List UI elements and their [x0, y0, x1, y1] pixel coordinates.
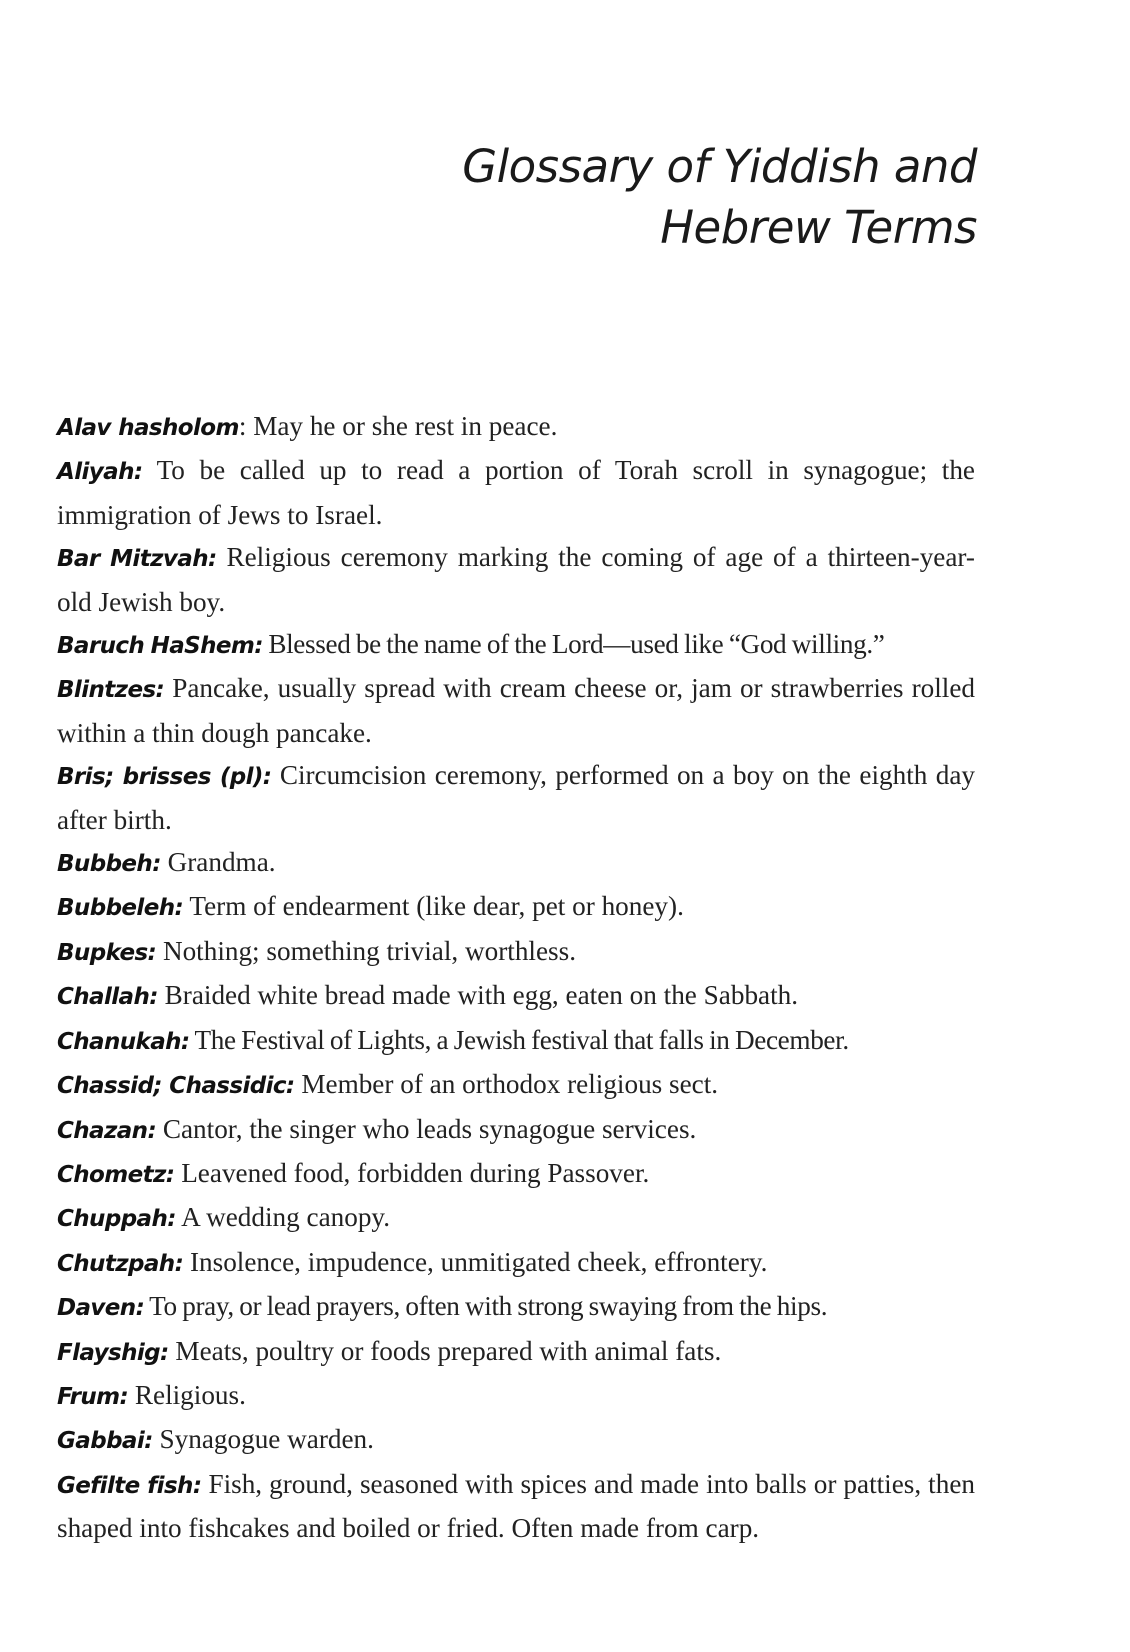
glossary-term: Blintzes: — [57, 677, 165, 704]
glossary-entry — [57, 1063, 975, 1107]
glossary-term: Chazan: — [57, 1117, 157, 1144]
glossary-term: Chassid; Chassidic: — [57, 1073, 295, 1100]
glossary-entry — [57, 536, 975, 623]
glossary-definition: Circumcision ceremony, performed on a boy on the eighth day after birth. — [57, 760, 975, 835]
glossary-entry — [57, 1108, 975, 1152]
glossary-entry — [57, 667, 975, 754]
glossary-entry — [57, 930, 975, 974]
glossary-definition: Term of endearment (like dear, pet or honey). — [189, 891, 684, 922]
glossary-term: Chutzpah: — [57, 1250, 184, 1277]
glossary-term: Flayshig: — [57, 1339, 169, 1366]
glossary-definition: Religious ceremony marking the coming of age of a thirteen-year-old Jewish boy. — [57, 542, 975, 617]
glossary-entry — [57, 1196, 975, 1240]
glossary-definition: Cantor, the singer who leads synagogue services. — [162, 1113, 697, 1144]
glossary-definition: Pancake, usually spread with cream cheese or, jam or strawberries rolled within a thin dough pancake. — [57, 673, 976, 748]
glossary-definition: Religious. — [134, 1379, 246, 1410]
glossary-definition: The Festival of Lights, a Jewish festival that falls in December. — [194, 1024, 849, 1055]
page-title-line-1: Glossary of Yiddish and — [462, 140, 977, 193]
glossary-term: Baruch HaShem: — [57, 633, 263, 660]
glossary-entry — [57, 1285, 975, 1329]
glossary-term: Chanukah: — [57, 1028, 190, 1055]
glossary-separator — [153, 1424, 160, 1454]
glossary-separator — [183, 1247, 190, 1277]
glossary-separator — [164, 673, 172, 703]
glossary-entry — [57, 623, 975, 667]
glossary-separator — [156, 936, 163, 966]
glossary-list — [57, 405, 975, 1550]
glossary-definition: Synagogue warden. — [159, 1424, 374, 1455]
glossary-term: Bubbeleh: — [57, 895, 184, 922]
glossary-entry — [57, 1019, 975, 1063]
glossary-term: Bubbeh: — [57, 851, 161, 878]
glossary-separator — [142, 455, 156, 485]
glossary-definition: Nothing; something trivial, worthless. — [162, 935, 577, 966]
glossary-term: Bupkes: — [57, 939, 157, 966]
glossary-entry — [57, 1152, 975, 1196]
glossary-entry — [57, 1330, 975, 1374]
glossary-term: Chuppah: — [57, 1206, 176, 1233]
page-title — [462, 136, 977, 258]
glossary-term: Gabbai: — [57, 1428, 153, 1455]
glossary-term: Aliyah: — [57, 459, 143, 486]
glossary-definition: To be called up to read a portion of Torah scroll in synagogue; the immigration of Jews to Israel. — [57, 455, 975, 530]
glossary-entry — [57, 754, 975, 841]
glossary-entry — [57, 449, 975, 536]
glossary-definition: A wedding canopy. — [181, 1202, 391, 1233]
glossary-entry — [57, 1463, 975, 1550]
glossary-term: Alav hasholom — [57, 415, 239, 441]
glossary-term: Chometz: — [57, 1161, 175, 1188]
glossary-term: Bris; brisses (pl): — [57, 764, 272, 791]
glossary-entry — [57, 1241, 975, 1285]
glossary-definition: Insolence, impudence, unmitigated cheek, effrontery. — [189, 1246, 768, 1277]
page-title-line-2: Hebrew Terms — [660, 201, 977, 254]
glossary-definition: Meats, poultry or foods prepared with animal fats. — [175, 1335, 722, 1366]
glossary-definition: Fish, ground, seasoned with spices and made into balls or patties, then shaped into fishcakes and boiled or fried. Often made from carp. — [57, 1468, 975, 1544]
glossary-entry — [57, 1374, 975, 1418]
glossary-separator — [217, 542, 227, 572]
glossary-term: Challah: — [57, 984, 158, 1011]
glossary-entry — [57, 974, 975, 1018]
glossary-term: Frum: — [57, 1383, 129, 1410]
glossary-term: Daven: — [57, 1295, 145, 1322]
glossary-separator — [271, 760, 279, 790]
glossary-definition: May he or she rest in peace. — [253, 411, 558, 441]
glossary-definition: Braided white bread made with egg, eaten on the Sabbath. — [164, 980, 799, 1011]
glossary-definition: Blessed be the name of the Lord—used like “God willing.” — [268, 629, 885, 660]
glossary-entry — [57, 885, 975, 929]
glossary-definition: Leavened food, forbidden during Passover. — [181, 1157, 650, 1188]
glossary-entry — [57, 1418, 975, 1462]
glossary-separator — [158, 980, 165, 1010]
glossary-definition: Grandma. — [167, 847, 276, 878]
glossary-term: Bar Mitzvah: — [57, 546, 217, 573]
glossary-separator — [128, 1380, 135, 1410]
glossary-term: Gefilte fish: — [57, 1472, 202, 1499]
glossary-definition: Member of an orthodox religious sect. — [301, 1069, 719, 1100]
glossary-entry — [57, 841, 975, 885]
glossary-separator — [161, 847, 168, 877]
glossary-entry — [57, 405, 975, 449]
glossary-separator: : — [238, 411, 254, 441]
glossary-separator — [156, 1114, 163, 1144]
glossary-definition: To pray, or lead prayers, often with strong swaying from the hips. — [149, 1291, 828, 1322]
